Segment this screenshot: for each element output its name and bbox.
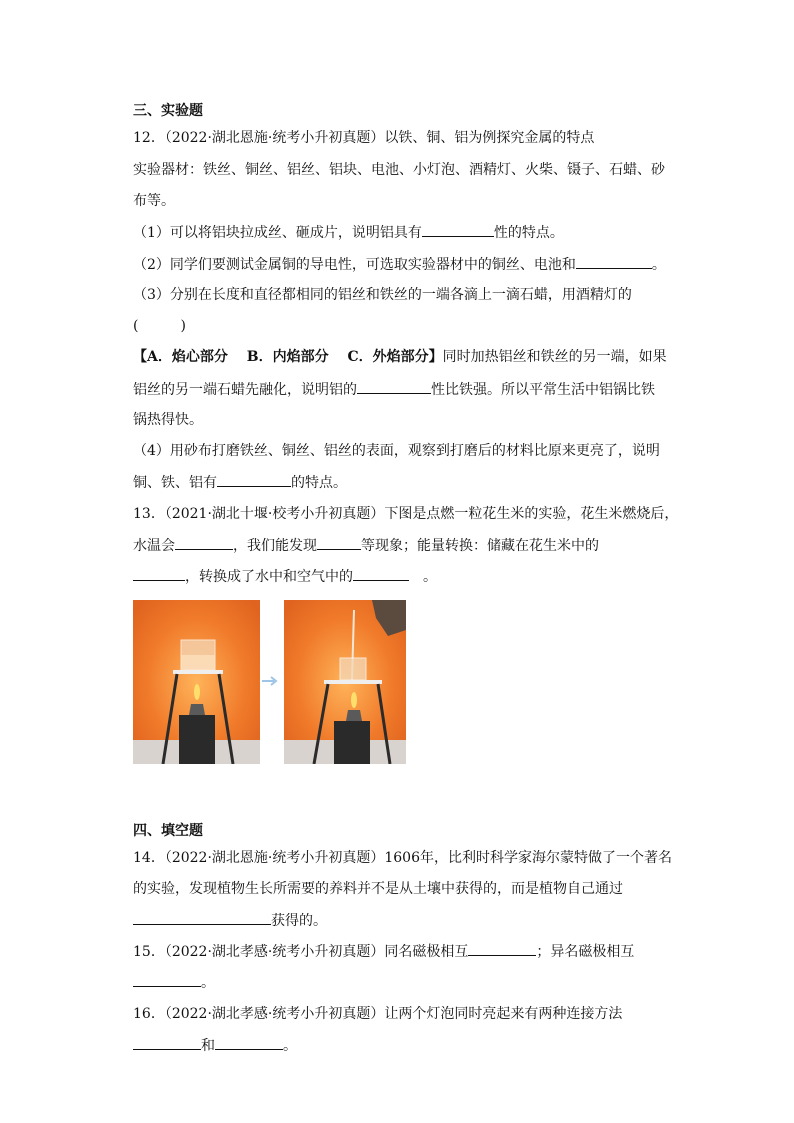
- question-12-part-4: （4）用砂布打磨铁丝、铜丝、铝丝的表面，观察到打磨后的材料比原来更亮了，说明: [133, 443, 660, 459]
- text: 的特点。: [291, 475, 347, 491]
- text: ，我们能发现: [233, 538, 317, 554]
- text: 等现象；能量转换：储藏在花生米中的: [361, 538, 599, 554]
- text: 。: [651, 257, 666, 273]
- question-14-line-3: [133, 910, 327, 931]
- arrow-right-icon: [262, 676, 280, 686]
- question-16-line-2: [133, 1035, 297, 1056]
- text: 。: [201, 975, 215, 991]
- text: 15．（2022·湖北孝感·统考小升初真题）同名磁极相互: [133, 944, 469, 960]
- question-14-line-2: 的实验，发现植物生长所需要的养料并不是从土壤中获得的，而是植物自己通过: [133, 881, 623, 897]
- question-12-part-3: （3）分别在长度和直径都相同的铝丝和铁丝的一端各滴上一滴石蜡，用酒精灯的: [133, 287, 632, 303]
- text: （2）同学们要测试金属铜的导电性，可选取实验器材中的铜丝、电池和: [133, 257, 576, 273]
- answer-blank[interactable]: [317, 535, 361, 550]
- question-12-materials-cont: 布等。: [133, 193, 175, 209]
- question-12-part-3-options: [133, 347, 667, 367]
- text: 性的特点。: [493, 225, 564, 241]
- text: 获得的。: [271, 913, 327, 929]
- text: （1）可以将铝块拉成丝、砸成片，说明铝具有: [133, 225, 422, 241]
- answer-blank[interactable]: [576, 254, 652, 269]
- question-14-stem: 14．（2022·湖北恩施·统考小升初真题）1606年，比利时科学家海尔蒙特做了一个著名: [133, 850, 672, 866]
- text: 。: [283, 1038, 297, 1054]
- question-16-stem: 16．（2022·湖北孝感·统考小升初真题）让两个灯泡同时亮起来有两种连接方法: [133, 1006, 623, 1022]
- question-12-part-3-cont: [133, 379, 655, 400]
- question-15-stem: [133, 941, 634, 962]
- answer-blank[interactable]: [353, 566, 409, 581]
- question-13-line-3: [133, 566, 437, 587]
- answer-blank[interactable]: [133, 1035, 201, 1050]
- text: 同时加热铝丝和铁丝的另一端，如果: [442, 349, 667, 365]
- question-13-line-2: [133, 535, 599, 556]
- answer-blank[interactable]: [422, 222, 494, 237]
- text: 铝丝的另一端石蜡先融化，说明铝的: [133, 382, 357, 398]
- text: 性比铁强。所以平常生活中铝锅比铁: [431, 382, 655, 398]
- text: ，转换成了水中和空气中的: [185, 569, 353, 585]
- question-12-part-3-end: 锅热得快。: [133, 412, 203, 428]
- question-12-part-2: [133, 254, 666, 275]
- text: 。: [409, 569, 437, 585]
- answer-blank[interactable]: [133, 566, 185, 581]
- text: ；异名磁极相互: [536, 944, 635, 960]
- peanut-experiment-photo-after: [284, 600, 406, 764]
- text: 水温会: [133, 538, 175, 554]
- answer-blank[interactable]: [175, 535, 233, 550]
- answer-blank[interactable]: [217, 472, 291, 487]
- text: 铜、铁、铝有: [133, 475, 217, 491]
- section-title-fill-in: 四、填空题: [133, 823, 203, 839]
- answer-blank[interactable]: [133, 972, 201, 987]
- answer-blank[interactable]: [133, 910, 271, 925]
- peanut-experiment-photo-before: [133, 600, 260, 764]
- text: 和: [201, 1038, 215, 1054]
- question-12-part-4-cont: [133, 472, 347, 493]
- question-12-stem: 12．（2022·湖北恩施·统考小升初真题）以铁、铜、铝为例探究金属的特点: [133, 130, 595, 146]
- options-list: 【A．焰心部分 B．内焰部分 C．外焰部分】: [133, 349, 443, 365]
- answer-blank[interactable]: [215, 1035, 283, 1050]
- question-12-part-1: [133, 222, 564, 243]
- answer-blank[interactable]: [357, 379, 431, 394]
- question-15-line-2: [133, 972, 215, 993]
- answer-blank[interactable]: [468, 941, 536, 956]
- question-12-materials: 实验器材：铁丝、铜丝、铝丝、铝块、电池、小灯泡、酒精灯、火柴、镊子、石蜡、砂: [133, 162, 665, 178]
- question-13-stem: 13．（2021·湖北十堰·校考小升初真题）下图是点燃一粒花生米的实验，花生米燃烧后，: [133, 506, 679, 522]
- choice-paren[interactable]: ( ): [133, 318, 186, 334]
- section-title-experiment: 三、实验题: [133, 103, 203, 119]
